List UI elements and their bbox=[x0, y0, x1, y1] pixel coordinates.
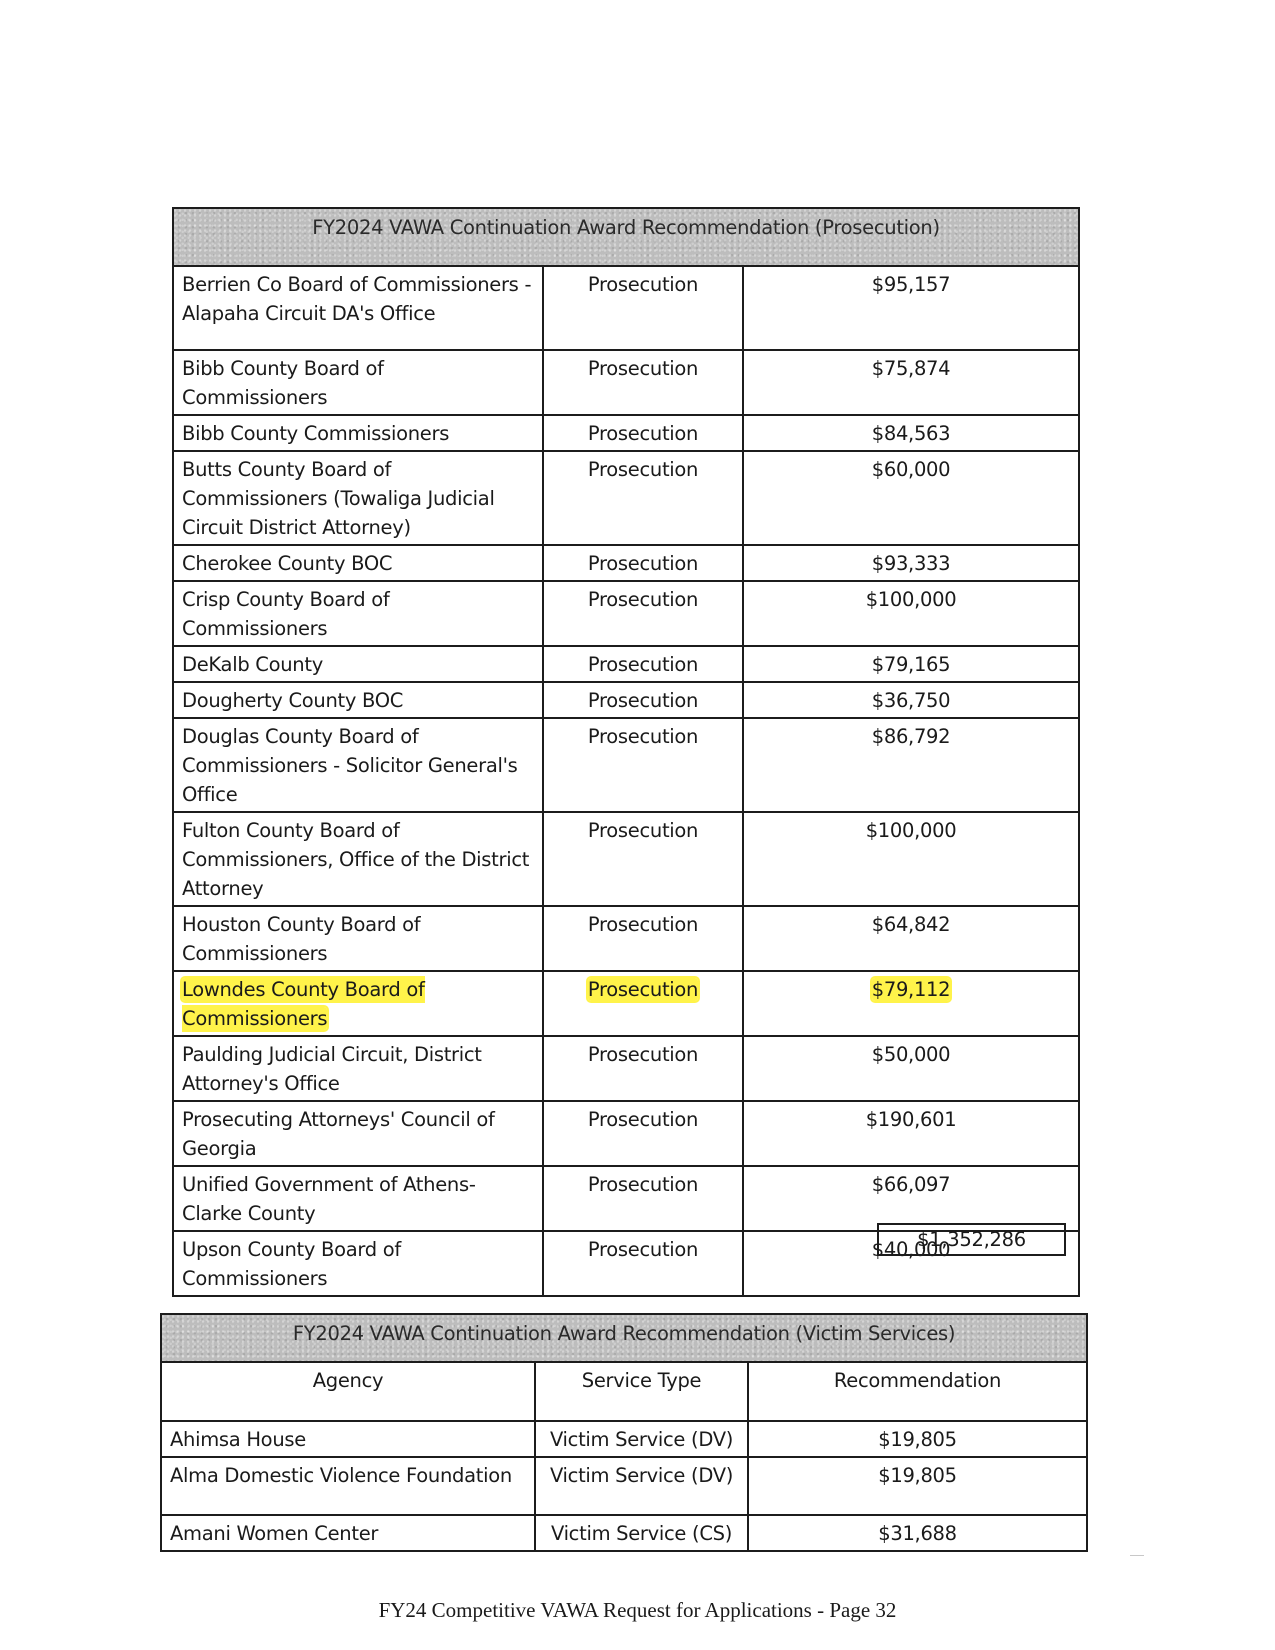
table-row bbox=[173, 1036, 1079, 1101]
table-row bbox=[173, 415, 1079, 451]
victim-services-table-title: FY2024 VAWA Continuation Award Recommendation (Victim Services) bbox=[161, 1314, 1087, 1362]
service-type-cell: Victim Service (DV) bbox=[535, 1421, 748, 1457]
table-row bbox=[173, 682, 1079, 718]
agency-cell: Douglas County Board of Commissioners - Solicitor General's Office bbox=[173, 718, 543, 812]
agency-cell: Cherokee County BOC bbox=[173, 545, 543, 581]
amount-cell: $31,688 bbox=[748, 1515, 1087, 1551]
table-row-highlighted bbox=[173, 971, 1079, 1036]
service-type-cell: Prosecution bbox=[543, 266, 743, 350]
agency-cell: Paulding Judicial Circuit, District Attorney's Office bbox=[173, 1036, 543, 1101]
table-row bbox=[173, 1166, 1079, 1231]
page-footer: FY24 Competitive VAWA Request for Applications - Page 32 bbox=[378, 1598, 897, 1622]
table-row bbox=[173, 906, 1079, 971]
service-type-cell: Prosecution bbox=[543, 812, 743, 906]
table-row bbox=[173, 350, 1079, 415]
table-title-row bbox=[173, 208, 1079, 266]
agency-cell: Crisp County Board of Commissioners bbox=[173, 581, 543, 646]
amount-cell: $64,842 bbox=[743, 906, 1079, 971]
amount-cell: $50,000 bbox=[743, 1036, 1079, 1101]
column-header-row bbox=[161, 1362, 1087, 1421]
amount-cell: $75,874 bbox=[743, 350, 1079, 415]
amount-cell: $66,097 bbox=[743, 1166, 1079, 1231]
service-type-cell: Prosecution bbox=[543, 1036, 743, 1101]
table-row bbox=[173, 812, 1079, 906]
table-row bbox=[173, 718, 1079, 812]
agency-cell: Houston County Board of Commissioners bbox=[173, 906, 543, 971]
agency-cell: DeKalb County bbox=[173, 646, 543, 682]
highlighted-agency: Lowndes County Board of Commissioners bbox=[182, 978, 425, 1030]
table-row bbox=[173, 581, 1079, 646]
amount-cell: $100,000 bbox=[743, 581, 1079, 646]
scan-artifact-mark bbox=[1130, 1555, 1144, 1556]
agency-cell: Upson County Board of Commissioners bbox=[173, 1231, 543, 1296]
column-header-recommendation: Recommendation bbox=[748, 1362, 1087, 1421]
service-type-cell: Prosecution bbox=[543, 545, 743, 581]
service-type-cell: Prosecution bbox=[543, 682, 743, 718]
column-header-agency: Agency bbox=[161, 1362, 535, 1421]
amount-cell: $100,000 bbox=[743, 812, 1079, 906]
service-type-cell: Prosecution bbox=[543, 350, 743, 415]
amount-cell: $95,157 bbox=[743, 266, 1079, 350]
service-type-cell bbox=[543, 971, 743, 1036]
service-type-cell: Victim Service (DV) bbox=[535, 1457, 748, 1515]
table-row bbox=[173, 451, 1079, 545]
agency-cell: Fulton County Board of Commissioners, Office of the District Attorney bbox=[173, 812, 543, 906]
table-row bbox=[161, 1515, 1087, 1551]
amount-cell: $79,165 bbox=[743, 646, 1079, 682]
service-type-cell: Victim Service (CS) bbox=[535, 1515, 748, 1551]
table-row bbox=[161, 1457, 1087, 1515]
amount-cell: $84,563 bbox=[743, 415, 1079, 451]
table-row bbox=[161, 1421, 1087, 1457]
service-type-cell: Prosecution bbox=[543, 718, 743, 812]
amount-cell: $60,000 bbox=[743, 451, 1079, 545]
amount-cell: $86,792 bbox=[743, 718, 1079, 812]
agency-cell: Dougherty County BOC bbox=[173, 682, 543, 718]
prosecution-table-title: FY2024 VAWA Continuation Award Recommendation (Prosecution) bbox=[173, 208, 1079, 266]
agency-cell: Butts County Board of Commissioners (Towaliga Judicial Circuit District Attorney) bbox=[173, 451, 543, 545]
agency-cell: Bibb County Commissioners bbox=[173, 415, 543, 451]
table-row bbox=[173, 1101, 1079, 1166]
table-title-row bbox=[161, 1314, 1087, 1362]
amount-cell: $40,000 bbox=[743, 1231, 1079, 1296]
table-row bbox=[173, 266, 1079, 350]
amount-cell: $93,333 bbox=[743, 545, 1079, 581]
service-type-cell: Prosecution bbox=[543, 646, 743, 682]
agency-cell: Amani Women Center bbox=[161, 1515, 535, 1551]
agency-cell: Prosecuting Attorneys' Council of Georgia bbox=[173, 1101, 543, 1166]
service-type-cell: Prosecution bbox=[543, 1231, 743, 1296]
amount-cell: $190,601 bbox=[743, 1101, 1079, 1166]
service-type-cell: Prosecution bbox=[543, 906, 743, 971]
service-type-cell: Prosecution bbox=[543, 1101, 743, 1166]
agency-cell: Unified Government of Athens-Clarke County bbox=[173, 1166, 543, 1231]
column-header-service-type: Service Type bbox=[535, 1362, 748, 1421]
amount-cell: $19,805 bbox=[748, 1457, 1087, 1515]
amount-cell: $19,805 bbox=[748, 1421, 1087, 1457]
victim-services-award-table bbox=[160, 1313, 1088, 1552]
prosecution-total: $1,352,286 bbox=[877, 1223, 1066, 1256]
prosecution-award-table bbox=[172, 207, 1080, 1297]
service-type-cell: Prosecution bbox=[543, 415, 743, 451]
amount-cell: $36,750 bbox=[743, 682, 1079, 718]
highlighted-amount: $79,112 bbox=[871, 978, 951, 1001]
table-row bbox=[173, 545, 1079, 581]
table-row bbox=[173, 646, 1079, 682]
agency-cell: Bibb County Board of Commissioners bbox=[173, 350, 543, 415]
highlighted-service-type: Prosecution bbox=[587, 978, 699, 1001]
service-type-cell: Prosecution bbox=[543, 581, 743, 646]
agency-cell: Ahimsa House bbox=[161, 1421, 535, 1457]
amount-cell bbox=[743, 971, 1079, 1036]
service-type-cell: Prosecution bbox=[543, 1166, 743, 1231]
agency-cell bbox=[173, 971, 543, 1036]
service-type-cell: Prosecution bbox=[543, 451, 743, 545]
agency-cell: Berrien Co Board of Commissioners - Alapaha Circuit DA's Office bbox=[173, 266, 543, 350]
agency-cell: Alma Domestic Violence Foundation bbox=[161, 1457, 535, 1515]
